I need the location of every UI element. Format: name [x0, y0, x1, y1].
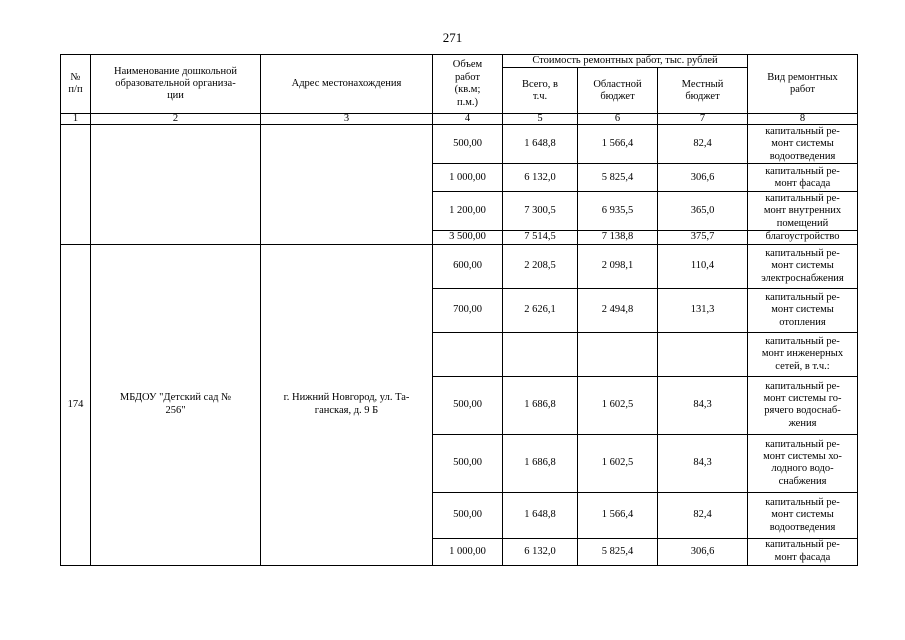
- header-work-type: Вид ремонтных работ: [748, 55, 858, 114]
- cell-regional: 1 602,5: [578, 376, 658, 434]
- cell-total: 7 300,5: [503, 192, 578, 231]
- cell-local: [658, 332, 748, 376]
- cell-volume: 700,00: [433, 288, 503, 332]
- col-index: 6: [578, 114, 658, 125]
- cell-local: 306,6: [658, 538, 748, 565]
- cell-work: капитальный ре- монт системы отопления: [748, 288, 858, 332]
- cell-volume: 500,00: [433, 434, 503, 492]
- header-volume: Объем работ (кв.м; п.м.): [433, 55, 503, 114]
- col-index: 7: [658, 114, 748, 125]
- table-row: [61, 125, 858, 164]
- header-cost-group: Стоимость ремонтных работ, тыс. рублей: [503, 55, 748, 68]
- col-index: 2: [91, 114, 261, 125]
- cell-work: благоустройство: [748, 231, 858, 244]
- header-total: Всего, в т.ч.: [503, 68, 578, 114]
- cell-work: капитальный ре- монт системы водоотведения: [748, 125, 858, 164]
- cell-total: 1 648,8: [503, 125, 578, 164]
- cell-regional: 7 138,8: [578, 231, 658, 244]
- cell-local: 84,3: [658, 376, 748, 434]
- col-index: 1: [61, 114, 91, 125]
- cell-work: капитальный ре- монт фасада: [748, 164, 858, 192]
- cell-work: капитальный ре- монт системы водоотведения: [748, 492, 858, 538]
- cell-work: капитальный ре- монт системы хо- лодного водо- снабжения: [748, 434, 858, 492]
- cell-local: 131,3: [658, 288, 748, 332]
- cell-regional: 2 098,1: [578, 244, 658, 288]
- page-number: 271: [442, 30, 463, 45]
- cell-local: 306,6: [658, 164, 748, 192]
- cell-volume: 500,00: [433, 376, 503, 434]
- cell-volume: 1 000,00: [433, 164, 503, 192]
- cell-total: 1 648,8: [503, 492, 578, 538]
- cell-work: капитальный ре- монт внутренних помещений: [748, 192, 858, 231]
- cell-volume: 1 200,00: [433, 192, 503, 231]
- col-index: 8: [748, 114, 858, 125]
- cell-regional: 5 825,4: [578, 164, 658, 192]
- cell-local: 365,0: [658, 192, 748, 231]
- cell-volume: 3 500,00: [433, 231, 503, 244]
- cell-regional: 1 566,4: [578, 125, 658, 164]
- cell-name-empty: [91, 125, 261, 244]
- cell-total: 2 626,1: [503, 288, 578, 332]
- cell-local: 82,4: [658, 492, 748, 538]
- cell-institution-name: МБДОУ "Детский сад № 256": [91, 244, 261, 565]
- cell-total: 1 686,8: [503, 376, 578, 434]
- cell-work: капитальный ре- монт инженерных сетей, в т.ч.:: [748, 332, 858, 376]
- cell-work: капитальный ре- монт фасада: [748, 538, 858, 565]
- cell-regional: [578, 332, 658, 376]
- col-index: 3: [261, 114, 433, 125]
- cell-address: г. Нижний Новгород, ул. Та- ганская, д. 9 Б: [261, 244, 433, 565]
- cell-regional: 2 494,8: [578, 288, 658, 332]
- col-index: 5: [503, 114, 578, 125]
- header-num: № п/п: [61, 55, 91, 114]
- cell-num-empty: [61, 125, 91, 244]
- cell-total: [503, 332, 578, 376]
- header-regional: Областной бюджет: [578, 68, 658, 114]
- cell-volume: [433, 332, 503, 376]
- cell-total: 1 686,8: [503, 434, 578, 492]
- cell-address-empty: [261, 125, 433, 244]
- cell-work: капитальный ре- монт системы го- рячего водоснаб- жения: [748, 376, 858, 434]
- cell-regional: 1 602,5: [578, 434, 658, 492]
- cell-num: 174: [61, 244, 91, 565]
- header-address: Адрес местонахождения: [261, 55, 433, 114]
- cell-local: 375,7: [658, 231, 748, 244]
- cell-total: 7 514,5: [503, 231, 578, 244]
- cell-local: 84,3: [658, 434, 748, 492]
- cell-regional: 1 566,4: [578, 492, 658, 538]
- header-name: Наименование дошкольной образовательной организа- ции: [91, 55, 261, 114]
- col-index: 4: [433, 114, 503, 125]
- cell-total: 2 208,5: [503, 244, 578, 288]
- cell-work: капитальный ре- монт системы электроснабжения: [748, 244, 858, 288]
- table-row: [61, 244, 858, 288]
- column-index-row: [61, 114, 858, 125]
- cell-regional: 6 935,5: [578, 192, 658, 231]
- cell-volume: 500,00: [433, 125, 503, 164]
- cell-regional: 5 825,4: [578, 538, 658, 565]
- cell-volume: 500,00: [433, 492, 503, 538]
- cell-volume: 600,00: [433, 244, 503, 288]
- cell-total: 6 132,0: [503, 538, 578, 565]
- cell-total: 6 132,0: [503, 164, 578, 192]
- repair-works-table: [60, 54, 858, 566]
- header-local: Местный бюджет: [658, 68, 748, 114]
- cell-local: 110,4: [658, 244, 748, 288]
- cell-local: 82,4: [658, 125, 748, 164]
- cell-volume: 1 000,00: [433, 538, 503, 565]
